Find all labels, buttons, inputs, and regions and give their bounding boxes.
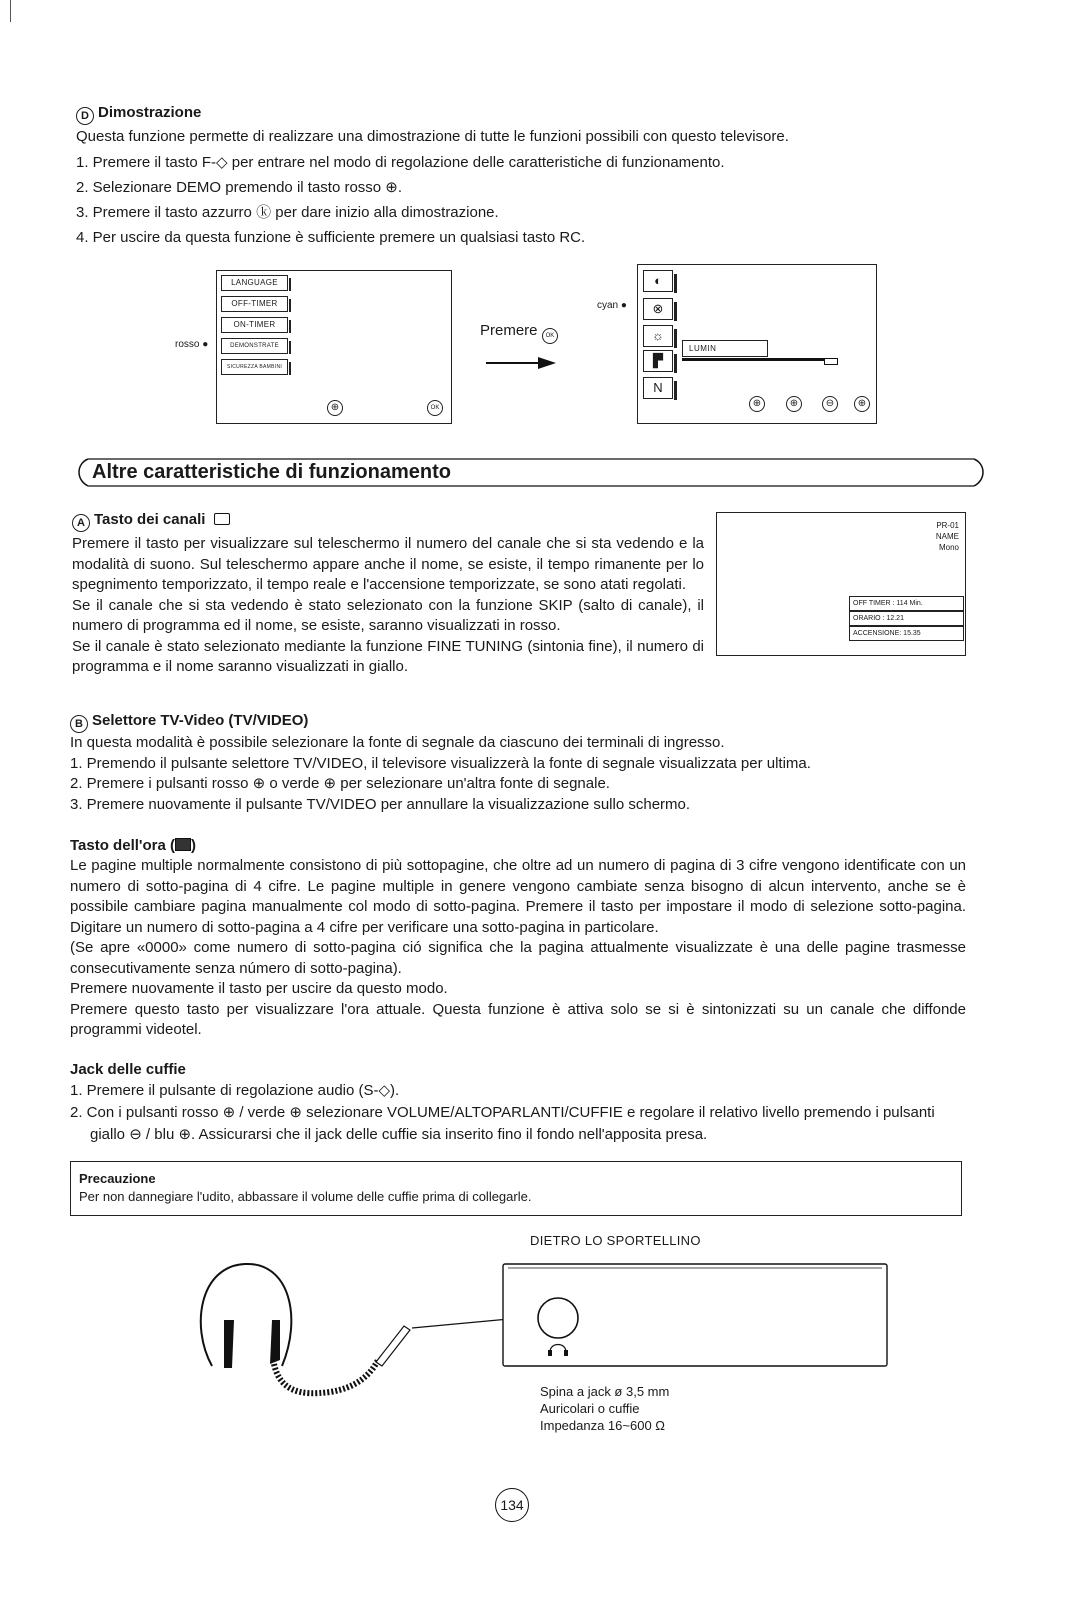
door-label: DIETRO LO SPORTELLINO <box>530 1233 701 1248</box>
spec-line: Auricolari o cuffie <box>540 1401 640 1416</box>
brightness-icon: ☼ <box>643 325 673 347</box>
lumin-level-tail <box>824 358 838 365</box>
selettore-step: 3. Premere nuovamente il pulsante TV/VIDEO per annullare la visualizzazione sullo schermo. <box>70 795 691 813</box>
selettore-section <box>70 711 990 815</box>
tv-screen-picture <box>637 264 877 424</box>
jack-title: Jack delle cuffie <box>70 1061 186 1078</box>
color-icon: ⊗ <box>643 298 673 320</box>
off-timer-row: OFF TIMER : 114 Min. <box>849 596 964 611</box>
marker-d-icon: D <box>76 107 94 125</box>
channel-name: NAME <box>935 532 959 541</box>
menu-item-sicurezza: SICUREZZA BAMBINI <box>221 359 288 375</box>
cyan-pointer <box>597 300 627 311</box>
jack-steps <box>70 1080 966 1146</box>
clock-key-icon <box>175 838 191 851</box>
precauzione-box <box>70 1161 962 1216</box>
marker-a-icon: A <box>72 514 90 532</box>
selettore-step: 2. Premere i pulsanti rosso ⊕ o verde ⊕ per selezionare un'altra fonte di segnale. <box>70 775 610 792</box>
selettore-title: Selettore TV-Video (TV/VIDEO) <box>92 712 309 729</box>
jack-step: 1. Premere il pulsante di regolazione audio (S-◇). <box>70 1082 400 1099</box>
precauzione-bottom-border <box>71 1215 961 1216</box>
corner-mark <box>10 0 11 22</box>
demo-step: 2. Selezionare DEMO premendo il tasto rosso ⊕. <box>76 178 403 196</box>
jack-step: 2. Con i pulsanti rosso ⊕ / verde ⊕ selezionare VOLUME/ALTOPARLANTI/CUFFIE e regolare il relativo livello premendo i pulsanti giallo ⊖ / blu ⊕. Assicurarsi che il jack delle cuffie sia inserito fino il fondo nell'apposita presa. <box>70 1104 935 1143</box>
lumin-level-bar <box>682 358 836 361</box>
demo-step: 3. Premere il tasto azzurro ⓚ per dare inizio alla dimostrazione. <box>76 203 499 221</box>
down-button-icon: ⊕ <box>327 400 343 416</box>
tasto-ora-paragraph: Premere questo tasto per visualizzare l'ora attuale. Questa funzione è attiva solo se si è sintonizzati su un canale che diffonde programmi videotel. <box>70 1000 966 1038</box>
tasto-canali-section <box>72 510 704 678</box>
menu-item-on-timer: ON-TIMER <box>221 317 288 333</box>
tasto-ora-paragraph: Le pagine multiple normalmente consistono di più sottopagine, che oltre ad un numero di pagina di 3 cifre vengono identificate con un numero di sotto-pagina di 4 cifre. Le pagine multiple in genere vengono cambiate senza bisogno di alcun intervento, anche se è possibile cambiare pagina manualmente col modo di sotto-pagina. Premere il tasto per impostare il modo di selezione sotto-pagina. Digitare un numero di sotto-pagina a 4 cifre per verificare una sotto-pagina in particolare. <box>70 857 966 936</box>
jack-section <box>70 1060 966 1146</box>
demo-steps <box>76 150 976 250</box>
section-title: Altre caratteristiche di funzionamento <box>92 461 451 483</box>
spec-line: Impedanza 16~600 Ω <box>540 1418 666 1433</box>
pointer-dot-icon: ● <box>199 339 209 350</box>
tasto-ora-heading <box>70 836 966 856</box>
channel-key-icon <box>214 513 230 525</box>
red-button-icon: ⊕ <box>749 396 765 412</box>
spec-line: Spina a jack ø 3,5 mm <box>540 1384 670 1399</box>
noise-icon: N <box>643 377 673 399</box>
rosso-pointer <box>175 339 208 350</box>
menu-item-language: LANGUAGE <box>221 275 288 291</box>
tasto-ora-paragraph: Premere nuovamente il tasto per uscire da questo modo. <box>70 980 448 997</box>
tv-screen-channel-info <box>716 512 966 656</box>
ok-button-icon: OK <box>427 400 443 416</box>
pointer-dot-icon: ● <box>618 300 627 311</box>
jack-specs <box>540 1383 669 1434</box>
yellow-button-icon: ⊖ <box>822 396 838 412</box>
tasto-canali-body: Se il canale che si sta vedendo è stato selezionato con la funzione SKIP (salto di canale), il numero di programma ed il nome, se esiste, saranno visualizzati in rosso. <box>72 596 704 634</box>
green-button-icon: ⊕ <box>786 396 802 412</box>
sound-mode: Mono <box>938 543 959 552</box>
menu-item-demo: DEMONSTRATE <box>221 338 288 354</box>
demo-step: 1. Premere il tasto F-◇ per entrare nel modo di regolazione delle caratteristiche di funzionamento. <box>76 153 725 171</box>
tasto-canali-body: Premere il tasto per visualizzare sul teleschermo il numero del canale che si sta vedendo e la modalità di suono. Sul teleschermo appare anche il nome, se esiste, il tempo rimanente per lo spegnimento temporizzato, il tempo reale e l'accensione temporizzate, se sono atati regolati. <box>72 535 704 593</box>
tasto-ora-title: Tasto dell'ora ( <box>70 837 175 854</box>
lumin-box: LUMIN <box>682 340 768 357</box>
menu-item-off-timer: OFF-TIMER <box>221 296 288 312</box>
page-number: 134 <box>495 1488 529 1522</box>
demo-step: 4. Per uscire da questa funzione è sufficiente premere un qualsiasi tasto RC. <box>76 228 586 246</box>
selettore-step: 1. Premendo il pulsante selettore TV/VIDEO, il televisore visualizzerà la fonte di segnale visualizzata per ultima. <box>70 754 811 772</box>
tasto-canali-heading <box>72 510 704 532</box>
demo-title: Dimostrazione <box>98 104 202 121</box>
accensione-row: ACCENSIONE: 15.35 <box>849 626 964 641</box>
tasto-ora-section <box>70 836 966 1041</box>
premere-arrow <box>480 322 580 370</box>
section-banner <box>74 456 988 488</box>
demo-section <box>76 103 976 250</box>
sharpness-icon: ▛ <box>643 350 673 372</box>
ok-icon: OK <box>542 328 558 344</box>
pr-number: PR-01 <box>936 521 959 530</box>
tasto-ora-title-end: ) <box>190 837 196 854</box>
jack-socket-icon <box>538 1298 578 1338</box>
right-arrow-icon <box>486 356 556 370</box>
blue-button-icon: ⊕ <box>854 396 870 412</box>
tasto-canali-body: Se il canale è stato selezionato mediante la funzione FINE TUNING (sintonia fine), il numero di programma e il nome saranno visualizzati in giallo. <box>72 637 704 675</box>
contrast-icon: ◐ <box>643 270 673 292</box>
marker-b-icon: B <box>70 715 88 733</box>
cyan-label: cyan <box>597 300 619 311</box>
demo-heading <box>76 103 976 125</box>
demo-intro: Questa funzione permette di realizzare una dimostrazione di tutte le funzioni possibili con questo televisore. <box>76 128 789 145</box>
precauzione-title: Precauzione <box>79 1171 156 1186</box>
rosso-label: rosso <box>175 339 200 350</box>
premere-label: Premere <box>480 322 538 339</box>
selettore-heading <box>70 711 990 733</box>
orario-row: ORARIO : 12.21 <box>849 611 964 626</box>
tasto-canali-title: Tasto dei canali <box>94 511 206 528</box>
tv-screen-menu <box>216 270 452 424</box>
tasto-ora-paragraph: (Se apre «0000» come numero di sotto-pagina ció significa che la pagina attualmente visualizzate è una delle pagine trasmesse consecutivamente senza número di sotto-pagina). <box>70 939 966 977</box>
selettore-intro: In questa modalità è possibile selezionare la fonte di segnale da ciascuno dei terminali di ingresso. <box>70 734 725 751</box>
precauzione-text: Per non dannegiare l'udito, abbassare il volume delle cuffie prima di collegarle. <box>79 1189 532 1204</box>
